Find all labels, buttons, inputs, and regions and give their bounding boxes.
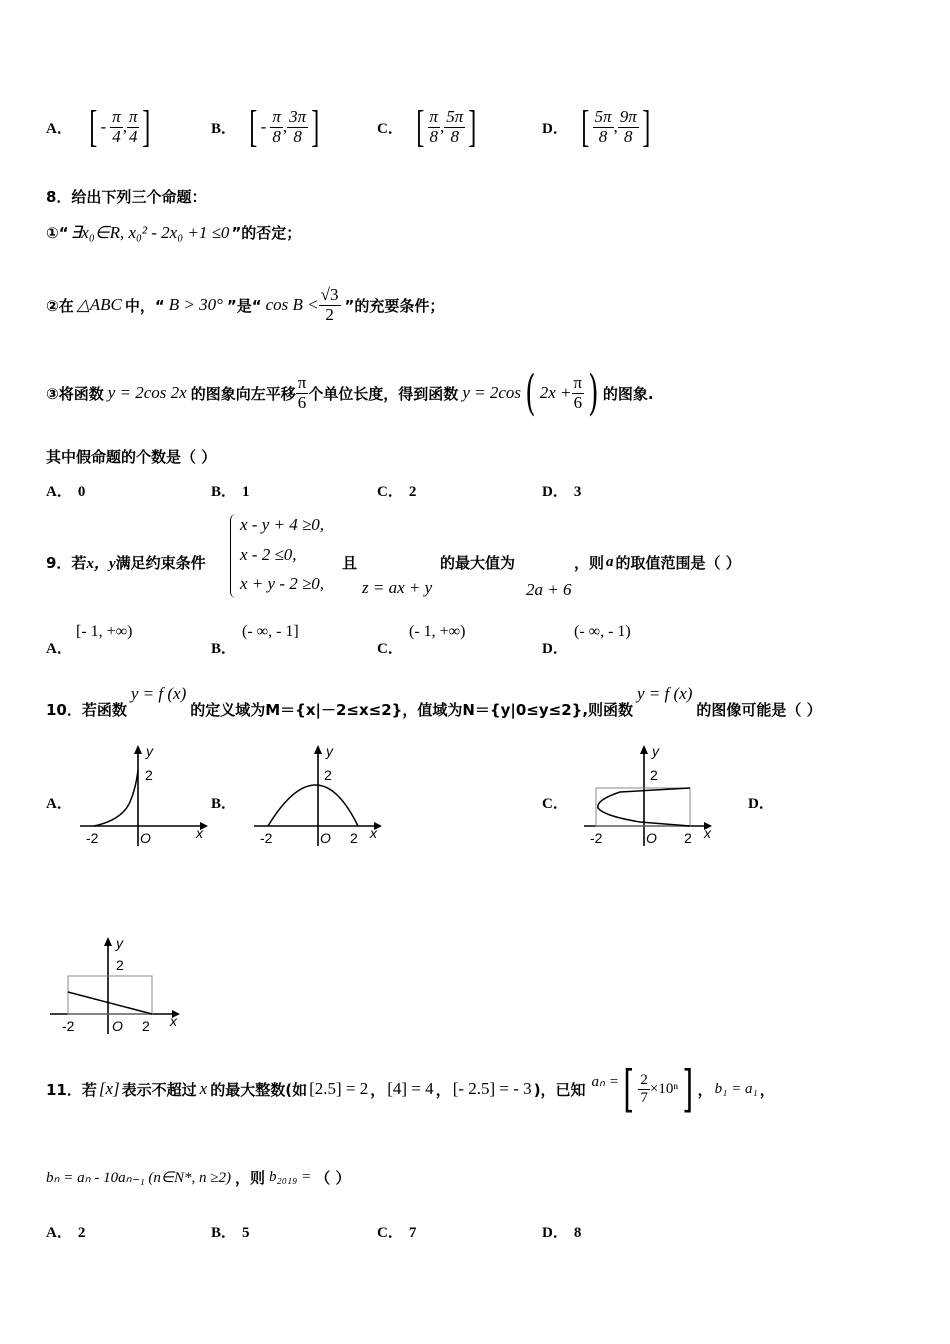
svg-text:2: 2: [116, 957, 124, 973]
q10-graph-c: [580, 742, 720, 852]
option-label: B．: [211, 120, 237, 137]
q7-option-b: B． [ - $\frac{\pi}{8}$ , $\frac{3\pi}{8}$ ]: [211, 102, 320, 151]
q7-option-d: D． [ $\frac{5\pi}{8}$ , $\frac{9\pi}{8}$ ]: [542, 102, 651, 151]
svg-text:2: 2: [324, 767, 332, 783]
q8-option-c: C． 2: [377, 484, 417, 500]
q9-max-text: 的最大值为: [440, 554, 516, 572]
q10-graph-a-label: A．: [46, 796, 72, 812]
q9-option-b: (- ∞, - 1]: [242, 623, 299, 640]
q11-option-c: C． 7: [377, 1225, 417, 1241]
q10-graph-c-label: C．: [542, 796, 568, 812]
svg-text:O: O: [646, 830, 657, 846]
svg-text:x: x: [704, 825, 711, 841]
q9-option-b-label: B．: [211, 641, 237, 657]
svg-text:-2: -2: [260, 830, 273, 846]
q9-constraint-3: x + y - 2 ≥0,: [240, 574, 325, 593]
q9-option-d-label: D．: [542, 641, 568, 657]
q11-option-b: B． 5: [211, 1225, 250, 1241]
q11-option-d: D． 8: [542, 1225, 582, 1241]
q7-option-c: C． [ $\frac{\pi}{8}$ , $\frac{5\pi}{8}$ ]: [377, 102, 477, 151]
svg-text:-2: -2: [590, 830, 603, 846]
q9-and: 且: [342, 554, 358, 572]
svg-text:2: 2: [684, 830, 692, 846]
q8-option-a: A． 0: [46, 484, 86, 500]
svg-text:2: 2: [145, 767, 153, 783]
q8-proposition-1: ①“ ∃x₀∈R, x₀² - 2x₀ +1 ≤0 ”的否定；: [46, 222, 302, 242]
svg-text:x: x: [196, 825, 203, 841]
svg-text:2: 2: [142, 1018, 150, 1034]
svg-text:O: O: [320, 830, 331, 846]
option-label: D．: [542, 120, 568, 137]
svg-text:y: y: [326, 743, 333, 759]
q9-constraint-1: x - y + 4 ≥0,: [240, 515, 325, 534]
q10-graph-d: [46, 934, 196, 1040]
q9-ask: ，则 a 的取值范围是（ ）: [574, 554, 741, 572]
q9-option-d: (- ∞, - 1): [574, 623, 631, 640]
q9-option-a-label: A．: [46, 641, 72, 657]
q9-constraint-2: x - 2 ≤0,: [240, 545, 297, 564]
q8-question: 其中假命题的个数是（ ）: [46, 448, 217, 466]
q9-option-c: (- 1, +∞): [409, 623, 466, 640]
svg-text:y: y: [146, 743, 153, 759]
q9-stem: 9．若 x，y 满足约束条件: [46, 554, 206, 572]
q8-proposition-3: ③将函数 y = 2cos 2x 的图象向左平移 $\frac{\pi}{6}$ 个单位长度，得到函数 y = 2cos ( 2x + $\frac{\pi}{6}$ ) 的图象.: [46, 365, 654, 421]
svg-text:x: x: [170, 1013, 177, 1029]
svg-text:y: y: [116, 935, 123, 951]
q10-graph-b: [250, 742, 390, 852]
q7-option-a: A． [ - $\frac{\pi}{4}$ , $\frac{\pi}{4}$ ]: [46, 102, 151, 151]
q10-graph-d-label: D．: [748, 796, 774, 812]
q8-option-b: B． 1: [211, 484, 250, 500]
svg-text:x: x: [370, 825, 377, 841]
q9-constraint-brace: [230, 514, 238, 598]
q10-graph-b-label: B．: [211, 796, 237, 812]
svg-text:2: 2: [350, 830, 358, 846]
q8-proposition-2: ②在 △ABC 中，“ B > 30° ”是“ cos B < $\frac{√3}{2}$ ”的充要条件；: [46, 284, 445, 324]
q11-stem-line2: bₙ = aₙ - 10aₙ₋₁ (n∈N*, n ≥2) ，则 b₂₀₁₉ = （ ）: [46, 1168, 351, 1187]
q9-max-value: 2a + 6: [526, 580, 572, 599]
svg-text:y: y: [652, 743, 659, 759]
svg-text:O: O: [112, 1018, 123, 1034]
svg-text:O: O: [140, 830, 151, 846]
q8-option-d: D． 3: [542, 484, 582, 500]
option-label: A．: [46, 120, 72, 137]
svg-text:2: 2: [650, 767, 658, 783]
q11-stem-line1: 11．若 [x] 表示不超过 x 的最大整数(如 [2.5] = 2 ， [4] = 4 ， [- 2.5] = - 3 )，已知 aₙ = [ $\frac{2}{7}$ ×10ⁿ ] ， b₁ = a₁ ，: [46, 1060, 775, 1118]
q9-option-a: [- 1, +∞): [76, 623, 133, 640]
q10-stem: 10．若函数 y = f (x) 的定义域为M＝{x|－2≤x≤2}，值域为N＝{y|0≤y≤2},则函数 y = f (x) 的图像可能是（ ）: [46, 684, 822, 719]
q9-objective: z = ax + y: [362, 578, 433, 597]
q10-graph-a: [72, 742, 212, 852]
q9-option-c-label: C．: [377, 641, 403, 657]
option-label: C．: [377, 120, 403, 137]
q8-title: 8．给出下列三个命题：: [46, 188, 207, 206]
q11-option-a: A． 2: [46, 1225, 86, 1241]
svg-text:-2: -2: [62, 1018, 75, 1034]
svg-text:-2: -2: [86, 830, 99, 846]
